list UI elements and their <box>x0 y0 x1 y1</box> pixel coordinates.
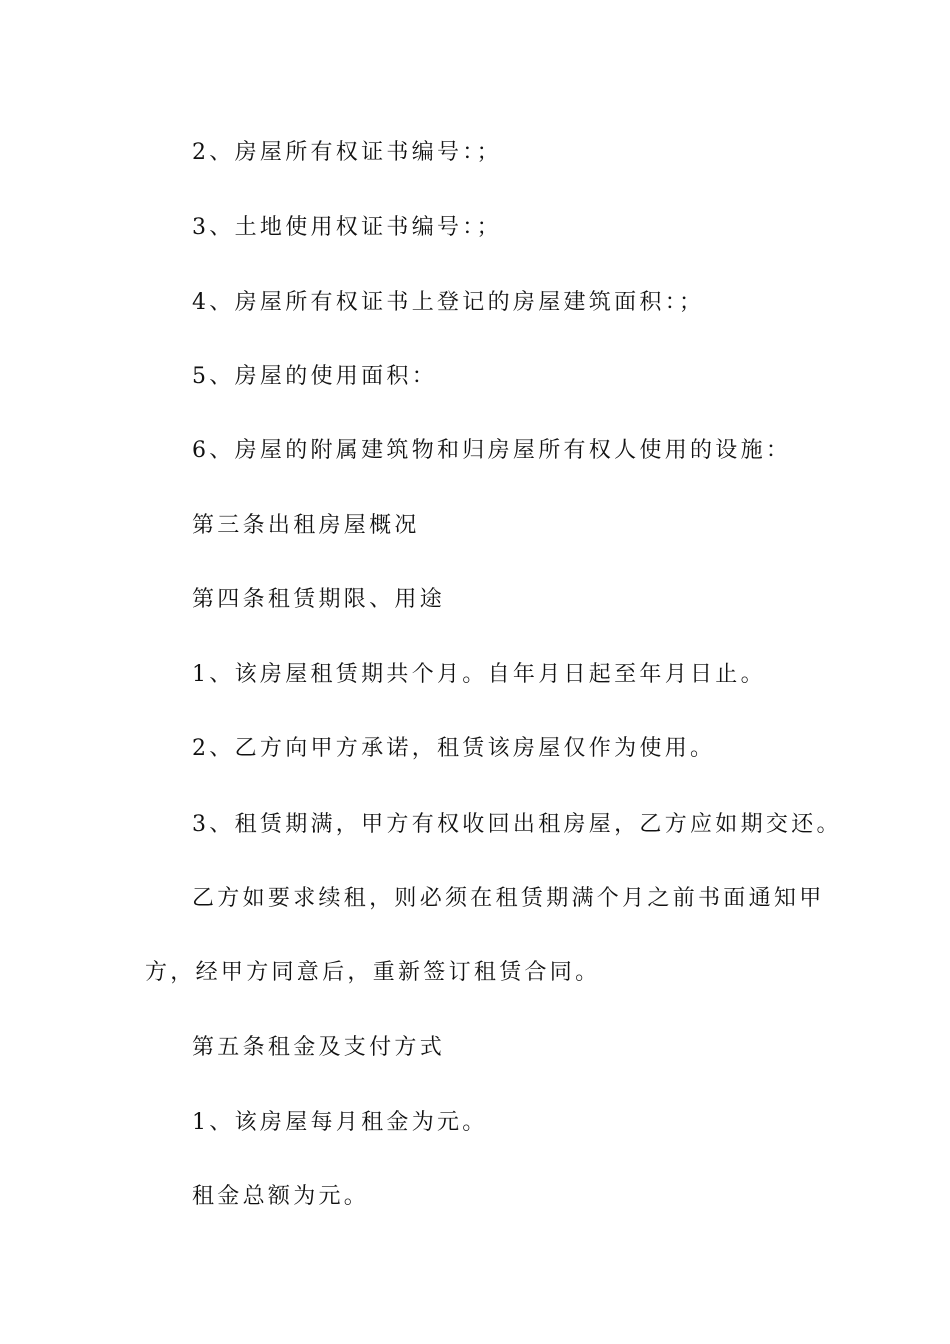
clause-item-4-registered-building-area: 4、房屋所有权证书上登记的房屋建筑面积：； <box>192 290 705 315</box>
article-5-heading: 第五条租金及支付方式 <box>192 1035 446 1060</box>
clause-item-2-ownership-certificate-number: 2、房屋所有权证书编号：； <box>192 140 502 165</box>
article-3-heading: 第三条出租房屋概况 <box>192 513 420 538</box>
lease-term-item-1: 1、该房屋租赁期共个月。自年月日起至年月日止。 <box>192 662 766 687</box>
clause-item-5-usable-area: 5、房屋的使用面积： <box>192 364 437 389</box>
article-4-heading: 第四条租赁期限、用途 <box>192 587 446 612</box>
clause-item-6-ancillary-facilities: 6、房屋的附属建筑物和归房屋所有权人使用的设施： <box>192 438 792 463</box>
rent-item-1-monthly-rent: 1、该房屋每月租金为元。 <box>192 1110 488 1135</box>
clause-item-3-land-use-certificate-number: 3、土地使用权证书编号：； <box>192 215 502 240</box>
rent-total-line: 租金总额为元。 <box>192 1184 370 1209</box>
renewal-paragraph-line-2: 方，经甲方同意后，重新签订租赁合同。 <box>145 960 601 985</box>
lease-expiry-item-3: 3、租赁期满，甲方有权收回出租房屋，乙方应如期交还。 <box>192 812 842 837</box>
lease-use-item-2: 2、乙方向甲方承诺，租赁该房屋仅作为使用。 <box>192 736 716 761</box>
renewal-paragraph-line-1: 乙方如要求续租，则必须在租赁期满个月之前书面通知甲 <box>192 886 825 911</box>
